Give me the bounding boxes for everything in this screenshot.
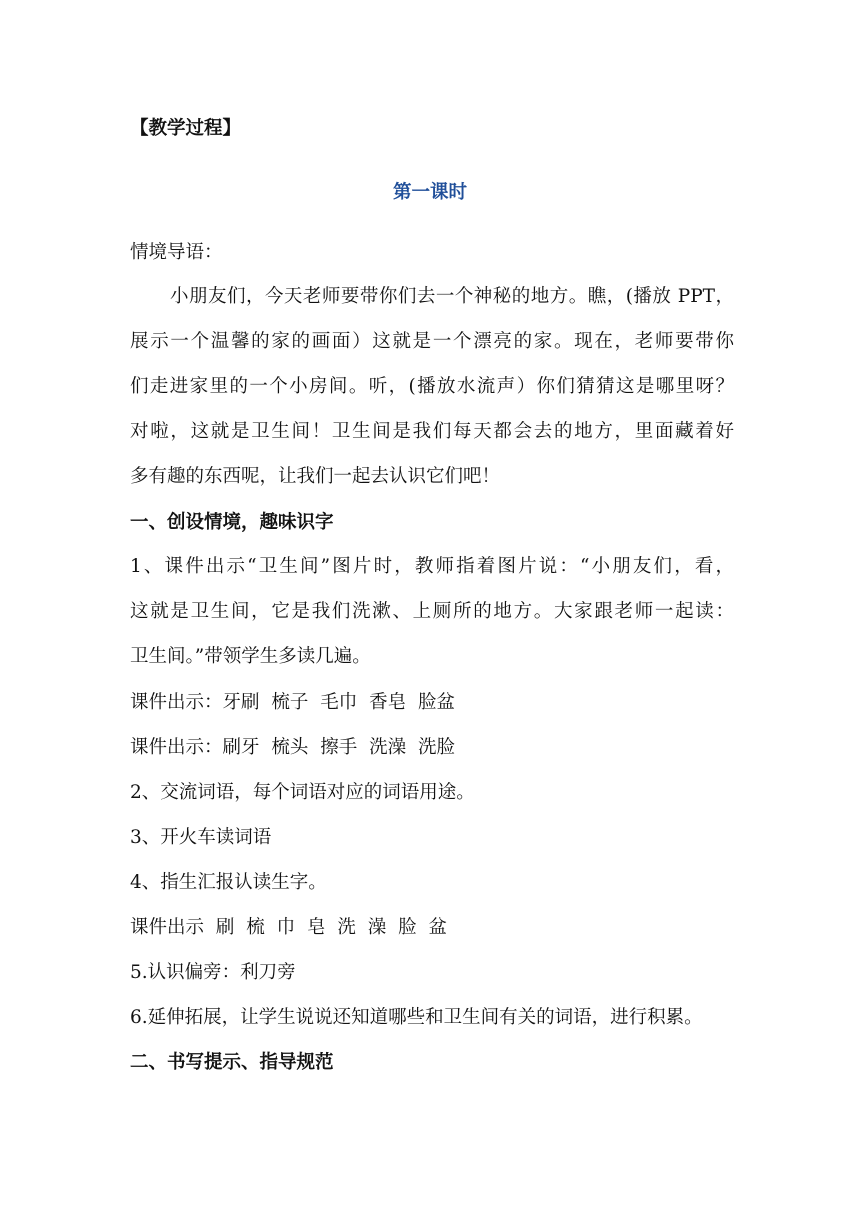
lesson-title: 第一课时 xyxy=(392,182,467,203)
intro-line-4: 对啦，这就是卫生间！卫生间是我们每天都会去的地方，里面藏着好 xyxy=(130,421,734,442)
courseware-words-1: 课件出示：牙刷 梳子 毛巾 香皂 脸盆 xyxy=(130,692,456,713)
step1-line-3: 卫生间。”带领学生多读几遍。 xyxy=(130,646,371,667)
step-5: 5.认识偏旁：利刀旁 xyxy=(130,962,296,983)
intro-line-2: 展示一个温馨的家的画面）这就是一个漂亮的家。现在，老师要带你 xyxy=(130,331,734,352)
step-6: 6.延伸拓展，让学生说说还知道哪些和卫生间有关的词语，进行积累。 xyxy=(130,1007,703,1028)
step-2: 2、交流词语，每个词语对应的词语用途。 xyxy=(130,782,475,803)
step-4: 4、指生汇报认读生字。 xyxy=(130,872,327,893)
step1-line-2: 这就是卫生间，它是我们洗漱、上厕所的地方。大家跟老师一起读： xyxy=(130,601,734,622)
part2-heading: 二、书写提示、指导规范 xyxy=(130,1052,334,1073)
courseware-words-2: 课件出示：刷牙 梳头 擦手 洗澡 洗脸 xyxy=(130,737,456,758)
intro-label: 情境导语： xyxy=(130,242,223,263)
intro-paragraph xyxy=(130,274,734,499)
step1-paragraph xyxy=(130,544,734,679)
intro-line-1: 小朋友们，今天老师要带你们去一个神秘的地方。瞧，(播放 PPT， xyxy=(170,286,734,307)
step-3: 3、开火车读词语 xyxy=(130,827,272,848)
part1-heading: 一、创设情境，趣味识字 xyxy=(130,512,334,533)
section-heading: 【教学过程】 xyxy=(130,118,242,139)
courseware-characters: 课件出示 刷 梳 巾 皂 洗 澡 脸 盆 xyxy=(130,917,448,938)
intro-line-3: 们走进家里的一个小房间。听，(播放水流声）你们猜猜这是哪里呀？ xyxy=(130,376,734,397)
intro-line-5: 多有趣的东西呢，让我们一起去认识它们吧！ xyxy=(130,466,501,487)
step1-line-1: 1、课件出示“卫生间”图片时，教师指着图片说：“小朋友们，看， xyxy=(130,556,734,577)
